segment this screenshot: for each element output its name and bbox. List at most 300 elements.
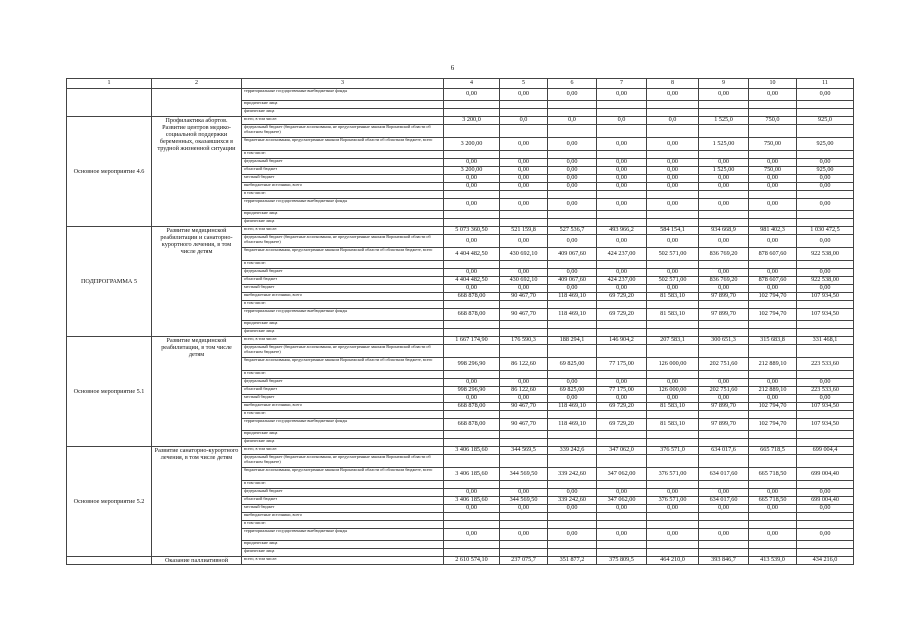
value-cell [797, 411, 854, 419]
value-cell: 0,00 [699, 269, 749, 277]
value-cell: 0,00 [647, 505, 699, 513]
value-cell: 925,00 [797, 138, 854, 151]
value-cell: 1 667 174,90 [444, 337, 500, 345]
source-cell: областной бюджет [242, 167, 444, 175]
value-cell: 0,00 [597, 183, 647, 191]
value-cell: 634 017,60 [699, 468, 749, 481]
value-cell: 413 539,0 [749, 557, 797, 565]
value-cell: 69 825,00 [548, 387, 597, 395]
column-header: 9 [699, 79, 749, 89]
value-cell: 331 468,1 [797, 337, 854, 345]
table-row [67, 557, 854, 565]
value-cell [444, 345, 500, 358]
value-cell: 0,00 [797, 285, 854, 293]
value-cell [548, 321, 597, 329]
value-cell [548, 191, 597, 199]
value-cell: 0,00 [597, 235, 647, 248]
value-cell: 107 934,50 [797, 293, 854, 301]
value-cell: 3 200,00 [444, 167, 500, 175]
value-cell: 0,00 [444, 199, 500, 211]
value-cell: 0,00 [797, 199, 854, 211]
value-cell: 102 794,70 [749, 403, 797, 411]
column-header: 5 [500, 79, 548, 89]
value-cell [797, 321, 854, 329]
value-cell [647, 481, 699, 489]
value-cell [749, 345, 797, 358]
value-cell [548, 301, 597, 309]
value-cell: 1 525,0 [699, 117, 749, 125]
value-cell: 0,00 [797, 235, 854, 248]
value-cell: 0,00 [444, 183, 500, 191]
value-cell: 118 469,10 [548, 309, 597, 321]
source-cell: внебюджетные источники, всего [242, 403, 444, 411]
source-cell: территориальные государственные внебюджетные фонды [242, 309, 444, 321]
value-cell: 212 889,10 [749, 387, 797, 395]
value-cell: 925,0 [797, 117, 854, 125]
value-cell: 0,00 [548, 235, 597, 248]
value-cell: 0,00 [548, 529, 597, 541]
value-cell [597, 191, 647, 199]
value-cell [548, 329, 597, 337]
value-cell: 344 569,5 [500, 447, 548, 455]
value-cell: 102 794,70 [749, 309, 797, 321]
value-cell: 90 467,70 [500, 293, 548, 301]
value-cell: 146 904,2 [597, 337, 647, 345]
value-cell: 502 571,00 [647, 277, 699, 285]
value-cell [647, 321, 699, 329]
value-cell [548, 151, 597, 159]
source-cell: федеральный бюджет [242, 489, 444, 497]
value-cell [597, 321, 647, 329]
value-cell [749, 411, 797, 419]
value-cell: 464 210,0 [647, 557, 699, 565]
value-cell [548, 513, 597, 521]
value-cell [597, 211, 647, 219]
value-cell: 668 878,00 [444, 293, 500, 301]
value-cell [797, 301, 854, 309]
source-cell: всего, в том числе: [242, 227, 444, 235]
value-cell: 0,00 [500, 235, 548, 248]
value-cell: 0,00 [797, 379, 854, 387]
source-cell: федеральный бюджет [242, 269, 444, 277]
value-cell [647, 371, 699, 379]
value-cell: 0,00 [548, 159, 597, 167]
source-cell: всего, в том числе: [242, 117, 444, 125]
value-cell [647, 439, 699, 447]
value-cell: 69 729,20 [597, 293, 647, 301]
value-cell: 0,00 [749, 395, 797, 403]
value-cell: 81 583,10 [647, 309, 699, 321]
value-cell: 0,00 [444, 505, 500, 513]
value-cell: 409 067,60 [548, 277, 597, 285]
value-cell: 836 769,20 [699, 277, 749, 285]
value-cell [548, 211, 597, 219]
source-cell: областной бюджет [242, 387, 444, 395]
value-cell: 126 000,00 [647, 387, 699, 395]
value-cell [699, 371, 749, 379]
value-cell [699, 455, 749, 468]
value-cell [444, 101, 500, 109]
value-cell: 347 062,0 [597, 447, 647, 455]
value-cell [647, 329, 699, 337]
value-cell: 0,00 [699, 175, 749, 183]
value-cell: 0,0 [500, 117, 548, 125]
measure-cell: Основное мероприятие 5.2 [67, 447, 152, 557]
value-cell [647, 345, 699, 358]
value-cell [597, 455, 647, 468]
measure-cell: ПОДПРОГРАММА 5 [67, 227, 152, 337]
value-cell: 0,00 [500, 269, 548, 277]
value-cell: 118 469,10 [548, 403, 597, 411]
value-cell: 750,0 [749, 117, 797, 125]
value-cell: 0,00 [749, 175, 797, 183]
value-cell: 0,00 [500, 199, 548, 211]
value-cell: 981 402,3 [749, 227, 797, 235]
value-cell [699, 109, 749, 117]
value-cell: 665 718,5 [749, 447, 797, 455]
source-cell: территориальные государственные внебюджетные фонды [242, 199, 444, 211]
source-cell: физические лица [242, 109, 444, 117]
value-cell: 0,00 [749, 489, 797, 497]
value-cell [597, 109, 647, 117]
value-cell [444, 411, 500, 419]
value-cell [647, 101, 699, 109]
value-cell: 107 934,50 [797, 419, 854, 431]
value-cell [548, 541, 597, 549]
value-cell [500, 321, 548, 329]
value-cell: 0,0 [548, 117, 597, 125]
description-cell: Профилактика абортов. Развитие центров медико-социальной поддержки беременных, оказавшихся в трудной жизненной ситуации [152, 117, 242, 227]
value-cell: 0,0 [647, 117, 699, 125]
source-cell: федеральный бюджет (бюджетные ассигнования, не предусмотренные законом Воронежской области об областном бюджете) [242, 345, 444, 358]
value-cell [500, 345, 548, 358]
value-cell: 376 571,00 [647, 468, 699, 481]
value-cell [500, 431, 548, 439]
column-header: 10 [749, 79, 797, 89]
value-cell: 0,00 [699, 395, 749, 403]
value-cell: 0,00 [699, 89, 749, 101]
value-cell: 0,00 [647, 167, 699, 175]
value-cell [597, 371, 647, 379]
source-cell: в том числе: [242, 481, 444, 489]
value-cell [749, 211, 797, 219]
value-cell [647, 109, 699, 117]
value-cell: 0,00 [647, 489, 699, 497]
value-cell: 0,00 [597, 269, 647, 277]
value-cell: 699 004,40 [797, 468, 854, 481]
value-cell: 424 237,00 [597, 277, 647, 285]
source-cell: юридические лица [242, 101, 444, 109]
column-header: 8 [647, 79, 699, 89]
source-cell: бюджетные ассигнования, предусмотренные законом Воронежской области об областном бюджете, всего [242, 248, 444, 261]
source-cell: в том числе: [242, 371, 444, 379]
value-cell [647, 211, 699, 219]
table-row [67, 447, 854, 455]
source-cell: внебюджетные источники, всего [242, 293, 444, 301]
value-cell [444, 513, 500, 521]
value-cell [500, 301, 548, 309]
value-cell: 0,00 [444, 89, 500, 101]
value-cell [548, 109, 597, 117]
value-cell: 393 846,7 [699, 557, 749, 565]
value-cell: 0,00 [797, 159, 854, 167]
value-cell: 339 242,60 [548, 497, 597, 505]
value-cell [797, 151, 854, 159]
value-cell: 584 154,1 [647, 227, 699, 235]
value-cell: 237 075,7 [500, 557, 548, 565]
value-cell: 0,00 [548, 199, 597, 211]
value-cell [749, 431, 797, 439]
value-cell [597, 439, 647, 447]
value-cell [749, 261, 797, 269]
value-cell [797, 481, 854, 489]
value-cell [749, 101, 797, 109]
value-cell: 207 583,1 [647, 337, 699, 345]
value-cell [647, 549, 699, 557]
value-cell: 0,00 [597, 529, 647, 541]
value-cell: 102 794,70 [749, 419, 797, 431]
value-cell [699, 431, 749, 439]
source-cell: физические лица [242, 329, 444, 337]
value-cell: 0,00 [500, 505, 548, 513]
value-cell [699, 125, 749, 138]
value-cell: 0,00 [749, 285, 797, 293]
value-cell [444, 481, 500, 489]
source-cell: в том числе: [242, 261, 444, 269]
value-cell: 1 525,00 [699, 138, 749, 151]
source-cell: в том числе: [242, 521, 444, 529]
value-cell: 0,00 [548, 285, 597, 293]
value-cell: 118 469,10 [548, 293, 597, 301]
value-cell [500, 261, 548, 269]
value-cell [749, 371, 797, 379]
value-cell: 409 067,60 [548, 248, 597, 261]
value-cell [797, 261, 854, 269]
value-cell: 0,00 [647, 269, 699, 277]
value-cell [444, 301, 500, 309]
value-cell [500, 513, 548, 521]
value-cell [444, 109, 500, 117]
value-cell: 351 877,2 [548, 557, 597, 565]
value-cell: 0,00 [797, 395, 854, 403]
value-cell [749, 321, 797, 329]
value-cell: 4 404 482,50 [444, 277, 500, 285]
value-cell: 878 607,60 [749, 277, 797, 285]
value-cell [500, 411, 548, 419]
measure-cell: Основное мероприятие 5.1 [67, 337, 152, 447]
value-cell [548, 125, 597, 138]
value-cell: 424 237,00 [597, 248, 647, 261]
value-cell: 0,00 [500, 167, 548, 175]
value-cell: 344 569,50 [500, 468, 548, 481]
value-cell [500, 481, 548, 489]
column-header: 1 [67, 79, 152, 89]
value-cell [797, 109, 854, 117]
value-cell [500, 439, 548, 447]
value-cell [797, 219, 854, 227]
value-cell [500, 219, 548, 227]
value-cell [647, 411, 699, 419]
value-cell [597, 481, 647, 489]
value-cell [500, 191, 548, 199]
column-header: 11 [797, 79, 854, 89]
value-cell [548, 101, 597, 109]
value-cell: 0,00 [749, 269, 797, 277]
table-row [67, 117, 854, 125]
source-cell: федеральный бюджет (бюджетные ассигнования, не предусмотренные законом Воронежской области об областном бюджете) [242, 235, 444, 248]
value-cell: 0,00 [647, 89, 699, 101]
value-cell [797, 191, 854, 199]
value-cell: 0,00 [597, 159, 647, 167]
value-cell: 375 809,5 [597, 557, 647, 565]
value-cell: 107 934,50 [797, 403, 854, 411]
description-cell: Развитие медицинской реабилитации, в том числе детям [152, 337, 242, 447]
value-cell [444, 321, 500, 329]
value-cell: 0,00 [444, 395, 500, 403]
value-cell [548, 219, 597, 227]
value-cell [444, 329, 500, 337]
value-cell: 376 571,0 [647, 447, 699, 455]
value-cell: 1 525,00 [699, 167, 749, 175]
value-cell: 102 794,70 [749, 293, 797, 301]
value-cell: 0,00 [444, 175, 500, 183]
value-cell [647, 521, 699, 529]
value-cell: 0,00 [699, 379, 749, 387]
value-cell: 0,00 [597, 199, 647, 211]
value-cell [548, 261, 597, 269]
value-cell: 0,00 [749, 199, 797, 211]
value-cell [597, 301, 647, 309]
source-cell: юридические лица [242, 321, 444, 329]
value-cell: 0,00 [647, 199, 699, 211]
value-cell: 665 718,50 [749, 468, 797, 481]
header-row [67, 79, 854, 89]
value-cell: 0,00 [597, 505, 647, 513]
value-cell [797, 431, 854, 439]
value-cell [548, 371, 597, 379]
source-cell: территориальные государственные внебюджетные фонды [242, 529, 444, 541]
value-cell [444, 125, 500, 138]
value-cell: 3 406 185,60 [444, 497, 500, 505]
value-cell: 0,00 [548, 175, 597, 183]
value-cell: 223 533,60 [797, 358, 854, 371]
value-cell: 300 651,3 [699, 337, 749, 345]
value-cell: 0,00 [500, 285, 548, 293]
description-cell: Развитие медицинской реабилитации и санаторно-курортного лечения, в том числе детям [152, 227, 242, 337]
value-cell: 0,00 [797, 489, 854, 497]
value-cell: 90 467,70 [500, 309, 548, 321]
column-header: 6 [548, 79, 597, 89]
value-cell: 0,00 [444, 489, 500, 497]
value-cell: 0,00 [749, 379, 797, 387]
value-cell [500, 455, 548, 468]
value-cell [749, 541, 797, 549]
value-cell [699, 521, 749, 529]
column-header: 7 [597, 79, 647, 89]
value-cell: 998 296,90 [444, 358, 500, 371]
value-cell [500, 371, 548, 379]
value-cell: 0,00 [597, 138, 647, 151]
value-cell: 0,00 [647, 159, 699, 167]
value-cell: 0,00 [647, 529, 699, 541]
value-cell: 634 017,60 [699, 497, 749, 505]
value-cell: 0,00 [797, 175, 854, 183]
table-row [67, 227, 854, 235]
value-cell: 0,00 [749, 89, 797, 101]
value-cell: 0,00 [548, 395, 597, 403]
value-cell: 126 000,00 [647, 358, 699, 371]
value-cell [699, 219, 749, 227]
value-cell: 176 590,3 [500, 337, 548, 345]
value-cell [500, 151, 548, 159]
value-cell: 0,00 [548, 269, 597, 277]
source-cell: в том числе: [242, 151, 444, 159]
source-cell: местный бюджет [242, 395, 444, 403]
value-cell: 0,00 [444, 159, 500, 167]
value-cell [444, 439, 500, 447]
value-cell [647, 151, 699, 159]
value-cell [699, 321, 749, 329]
value-cell: 107 934,50 [797, 309, 854, 321]
value-cell [797, 125, 854, 138]
value-cell [444, 521, 500, 529]
source-cell: в том числе: [242, 411, 444, 419]
value-cell: 0,00 [699, 159, 749, 167]
value-cell: 0,00 [647, 395, 699, 403]
value-cell [597, 521, 647, 529]
column-header: 3 [242, 79, 444, 89]
value-cell [548, 411, 597, 419]
value-cell: 347 062,00 [597, 468, 647, 481]
value-cell: 0,00 [647, 183, 699, 191]
value-cell: 0,00 [548, 489, 597, 497]
value-cell [500, 101, 548, 109]
value-cell [647, 513, 699, 521]
measure-cell: Основное мероприятие 4.6 [67, 117, 152, 227]
value-cell [647, 125, 699, 138]
value-cell [749, 329, 797, 337]
description-cell: Оказание паллиативной [152, 557, 242, 565]
value-cell: 77 175,00 [597, 387, 647, 395]
value-cell: 0,00 [500, 379, 548, 387]
source-cell: территориальные государственные внебюджетные фонды [242, 89, 444, 101]
page-number: 6 [450, 64, 455, 72]
value-cell [597, 431, 647, 439]
value-cell [797, 345, 854, 358]
value-cell: 0,00 [699, 529, 749, 541]
value-cell: 0,00 [699, 505, 749, 513]
value-cell [749, 513, 797, 521]
value-cell: 0,0 [597, 117, 647, 125]
value-cell: 188 294,1 [548, 337, 597, 345]
value-cell: 97 899,70 [699, 309, 749, 321]
value-cell [699, 513, 749, 521]
value-cell [797, 549, 854, 557]
source-cell: областной бюджет [242, 277, 444, 285]
source-cell: местный бюджет [242, 505, 444, 513]
value-cell: 344 569,50 [500, 497, 548, 505]
value-cell: 0,00 [647, 235, 699, 248]
source-cell: бюджетные ассигнования, предусмотренные законом Воронежской области об областном бюджете, всего [242, 138, 444, 151]
source-cell: всего, в том числе: [242, 337, 444, 345]
value-cell: 0,00 [444, 529, 500, 541]
value-cell: 86 122,60 [500, 387, 548, 395]
value-cell [797, 329, 854, 337]
value-cell [699, 261, 749, 269]
value-cell: 430 692,10 [500, 248, 548, 261]
source-cell: в том числе: [242, 191, 444, 199]
value-cell: 430 692,10 [500, 277, 548, 285]
